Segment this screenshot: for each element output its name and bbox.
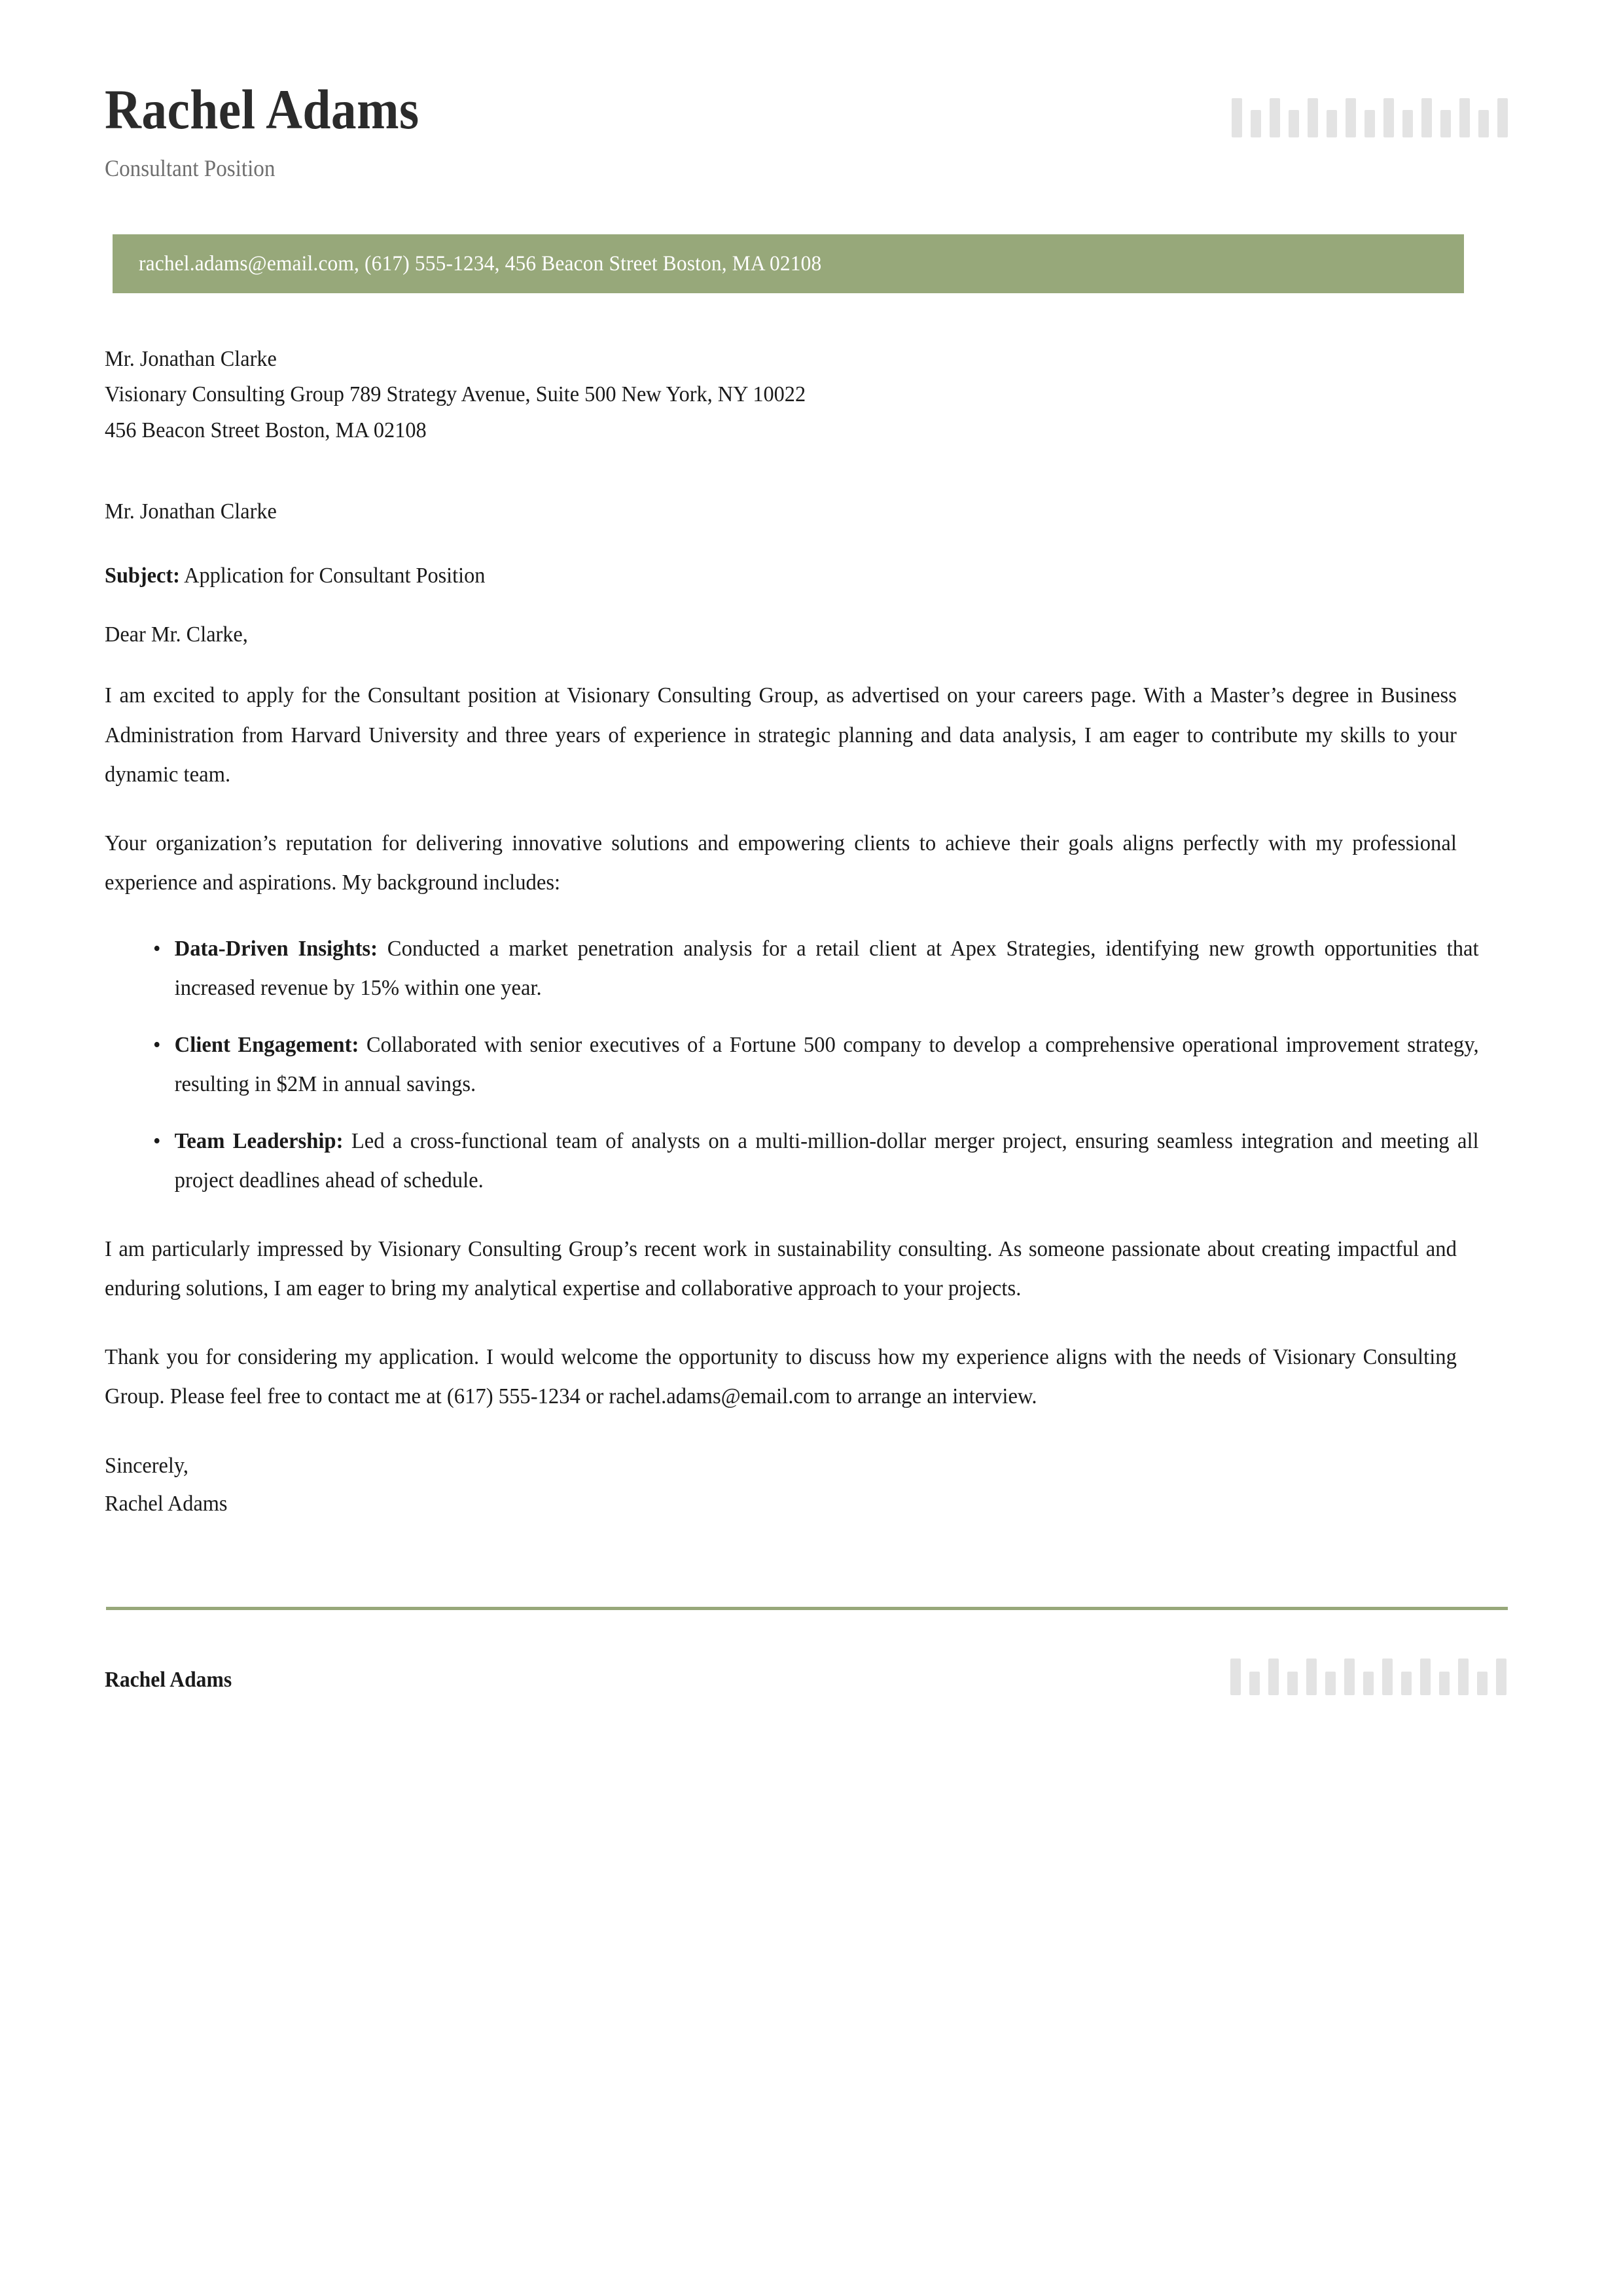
decoration-bar (1306, 1659, 1317, 1695)
decoration-bar (1497, 98, 1508, 137)
body-paragraph-2: Your organization’s reputation for delivering innovative solutions and empowering clients to achieve their goals aligns perfectly with my professional experience and aspirations. My background includes: (105, 831, 1457, 895)
page-title: Rachel Adams (105, 78, 419, 141)
list-item-text: Led a cross-functional team of analysts on a multi-million-dollar merger project, ensuring seamless integration and meeting all project deadlines ahead of schedule. (174, 1128, 1479, 1193)
decoration-bar (1287, 1672, 1298, 1695)
sender-address: 456 Beacon Street Boston, MA 02108 (105, 418, 427, 442)
decoration-bar (1268, 1659, 1279, 1695)
signature-name: Rachel Adams (105, 1491, 228, 1516)
contact-details: rachel.adams@email.com, (617) 555-1234, 456 Beacon Street Boston, MA 02108 (139, 251, 822, 276)
decoration-bar (1346, 98, 1356, 137)
decoration-bar (1289, 110, 1299, 137)
body-paragraph-3: I am particularly impressed by Visionary Consulting Group’s recent work in sustainability consulting. As someone passionate about creating impactful and enduring solutions, I am eager to bring my analytical expertise and collaborative approach to your projects. (105, 1236, 1457, 1301)
recipient-name-repeat: Mr. Jonathan Clarke (105, 499, 277, 524)
decoration-bar (1251, 110, 1261, 137)
decoration-bar (1327, 110, 1337, 137)
list-item-text: Conducted a market penetration analysis for a retail client at Apex Strategies, identifying new growth opportunities that increased revenue by 15% within one year. (174, 936, 1479, 1001)
decoration-bar (1249, 1672, 1260, 1695)
decoration-bar (1325, 1672, 1336, 1695)
footer-bar-decoration-icon (1230, 1656, 1507, 1695)
decoration-bar (1402, 110, 1413, 137)
letter-body (105, 342, 1508, 1523)
decoration-bar (1478, 110, 1489, 137)
decoration-bar (1308, 98, 1318, 137)
salutation: Dear Mr. Clarke, (105, 622, 248, 647)
decoration-bar (1382, 1659, 1393, 1695)
body-paragraph-1: I am excited to apply for the Consultant position at Visionary Consulting Group, as advertised on your careers page. With a Master’s degree in Business Administration from Harvard University and three years of experience in strategic planning and data analysis, I am eager to contribute my skills to your dynamic team. (105, 683, 1457, 787)
letter-footer (105, 1656, 1507, 1695)
decoration-bar (1270, 98, 1280, 137)
decoration-bar (1496, 1659, 1507, 1695)
sign-off: Sincerely, (105, 1453, 188, 1478)
decoration-bar (1230, 1659, 1241, 1695)
list-item (153, 1026, 1479, 1105)
decoration-bar (1344, 1659, 1355, 1695)
decoration-bar (1401, 1672, 1412, 1695)
subject-label: Subject: (105, 564, 180, 588)
contact-banner (113, 234, 1464, 293)
decoration-bar (1383, 98, 1394, 137)
recipient-block (105, 342, 1508, 448)
list-item-label: Client Engagement: (174, 1032, 359, 1057)
decoration-bar (1440, 110, 1451, 137)
decoration-bar (1458, 1659, 1469, 1695)
decoration-bar (1477, 1672, 1488, 1695)
closing-block (105, 1447, 1438, 1523)
footer-divider (106, 1607, 1508, 1610)
body-paragraph-4: Thank you for considering my application. I would welcome the opportunity to discuss how my experience aligns with the needs of Visionary Consulting Group. Please feel free to contact me at (617) 555-1234 or rachel.adams@email.com to arrange an interview. (105, 1344, 1457, 1409)
letter-header (105, 72, 1508, 203)
list-item (153, 929, 1479, 1009)
subject-value: Application for Consultant Position (179, 564, 486, 588)
list-item-label: Team Leadership: (174, 1128, 344, 1153)
decoration-bar (1420, 1659, 1431, 1695)
highlights-list (105, 929, 1534, 1201)
list-item-text: Collaborated with senior executives of a Fortune 500 company to develop a comprehensive operational improvement strategy, resulting in $2M in annual savings. (174, 1032, 1479, 1097)
header-identity (105, 72, 454, 182)
header-bar-decoration-icon (1232, 72, 1508, 137)
recipient-company-address: Visionary Consulting Group 789 Strategy Avenue, Suite 500 New York, NY 10022 (105, 382, 806, 407)
decoration-bar (1363, 1672, 1374, 1695)
list-item-label: Data-Driven Insights: (174, 936, 378, 961)
subject-line (105, 564, 1438, 588)
list-item (153, 1122, 1479, 1201)
decoration-bar (1364, 110, 1375, 137)
decoration-bar (1439, 1672, 1450, 1695)
footer-name: Rachel Adams (105, 1667, 232, 1692)
recipient-name: Mr. Jonathan Clarke (105, 347, 277, 371)
header-subtitle: Consultant Position (105, 155, 276, 181)
decoration-bar (1459, 98, 1470, 137)
decoration-bar (1232, 98, 1242, 137)
decoration-bar (1421, 98, 1432, 137)
